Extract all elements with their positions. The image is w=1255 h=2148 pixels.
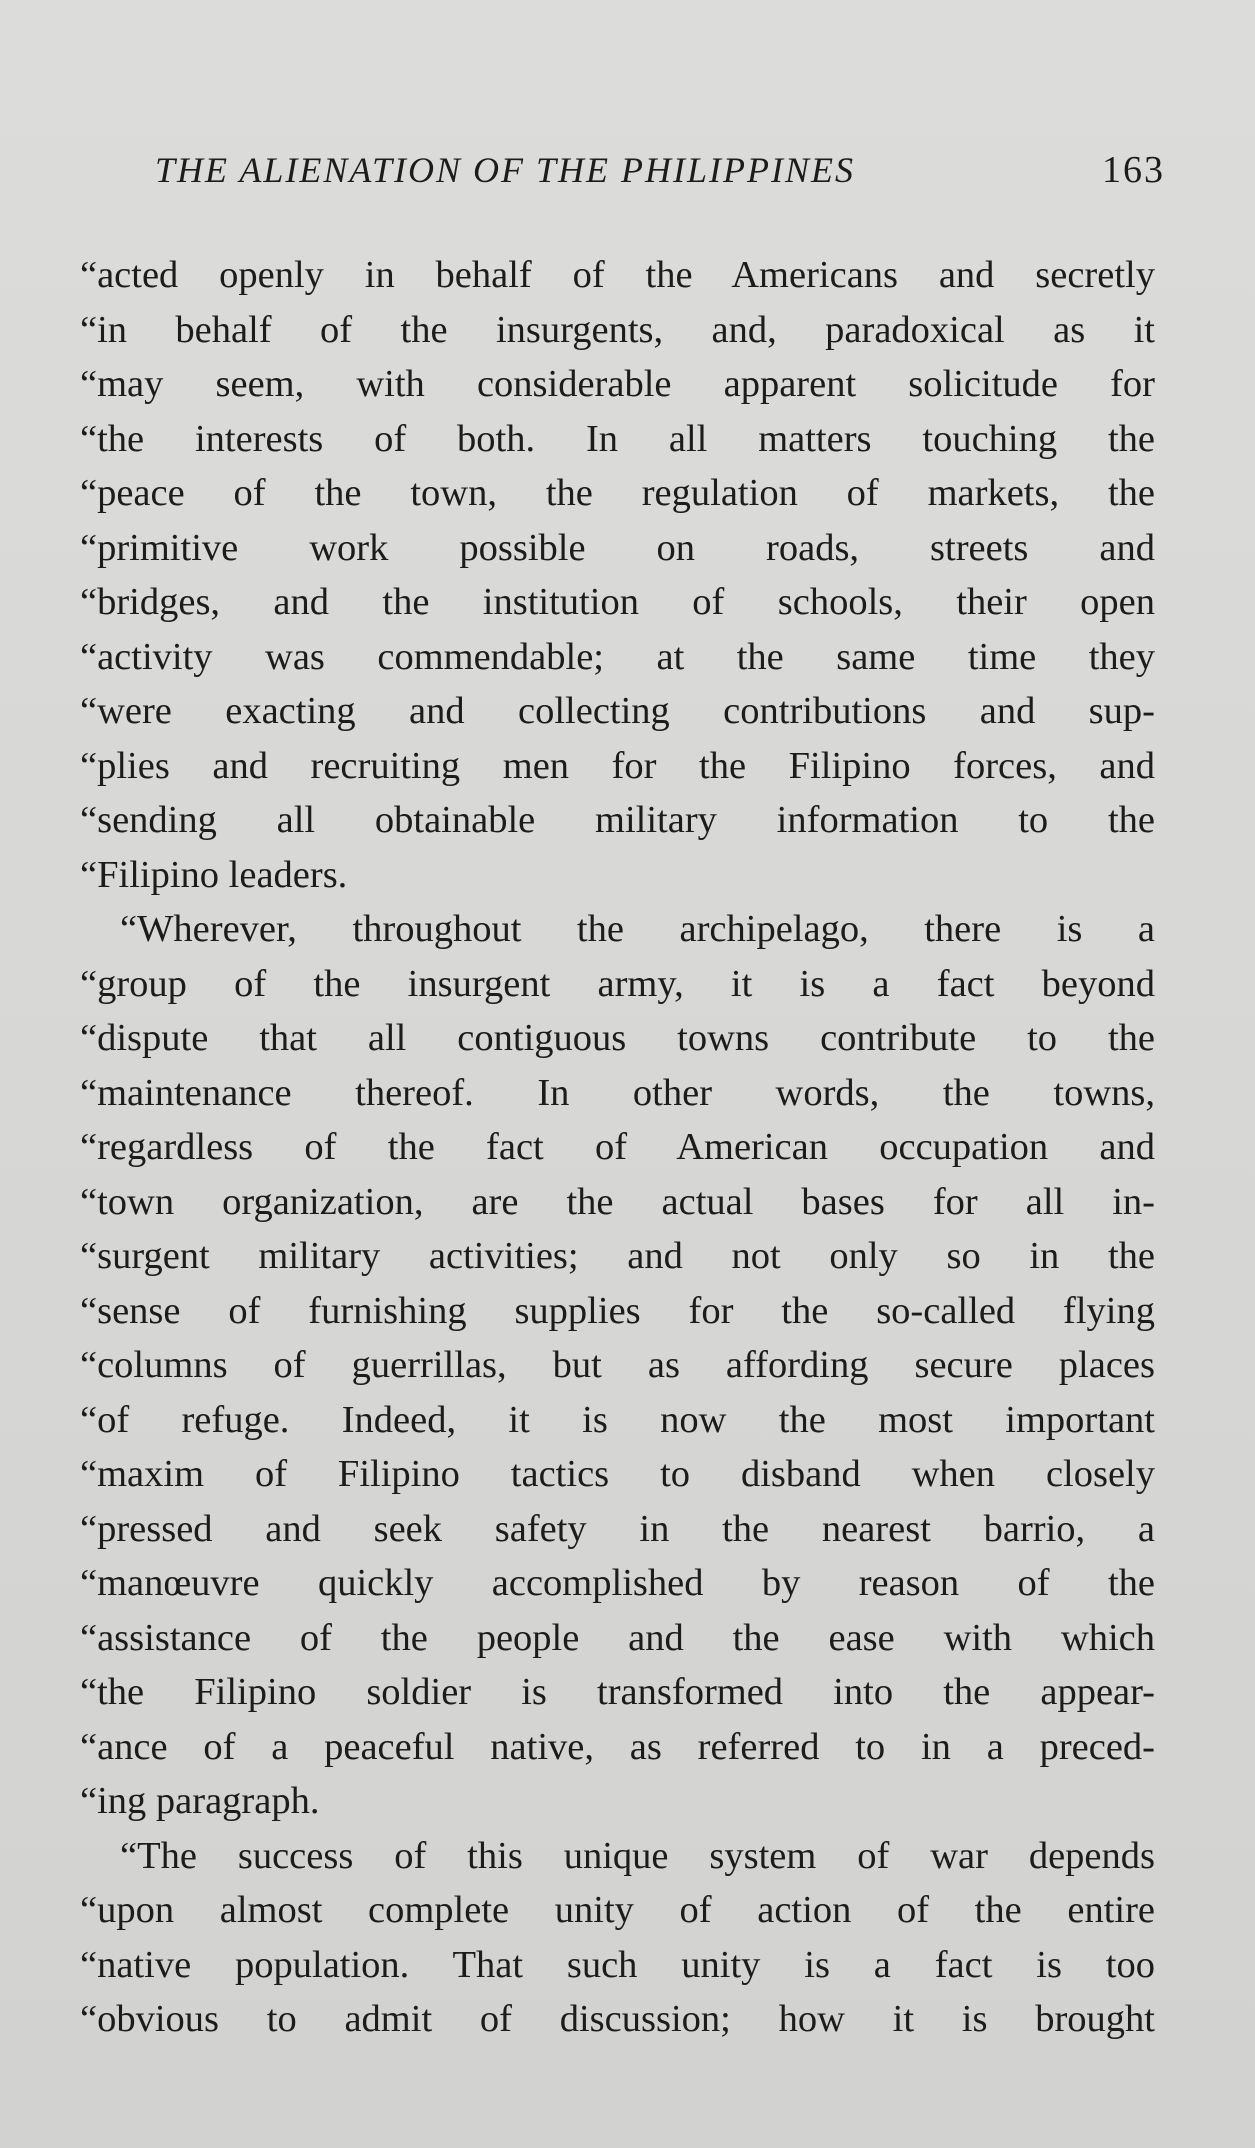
text-line: “the interests of both. In all matters touching the [80,417,1155,460]
text-line: “maintenance thereof. In other words, the towns, [80,1071,1155,1114]
text-line: “ance of a peaceful native, as referred to in a preced- [80,1725,1155,1768]
text-line: “columns of guerrillas, but as affording secure places [80,1344,1155,1386]
text-line: “obvious to admit of discussion; how it is brought [80,1998,1155,2040]
text-line: “maxim of Filipino tactics to disband when closely [80,1453,1155,1495]
text-line: “activity was commendable; at the same time they [80,635,1155,678]
text-line: “peace of the town, the regulation of markets, the [80,472,1155,514]
text-line: “assistance of the people and the ease with which [80,1616,1155,1659]
text-line: “bridges, and the institution of schools, their open [80,581,1155,623]
text-line: “native population. That such unity is a fact is too [80,1943,1155,1986]
text-line: “ing paragraph. [80,1780,320,1822]
text-line: “primitive work possible on roads, streets and [80,526,1155,569]
text-line: “group of the insurgent army, it is a fact beyond [80,962,1155,1005]
text-line: “regardless of the fact of American occupation and [80,1126,1155,1168]
text-line: “plies and recruiting men for the Filipino forces, and [80,744,1155,787]
page-number: 163 [1102,149,1165,191]
text-line: “of refuge. Indeed, it is now the most important [80,1398,1155,1441]
text-line: “The success of this unique system of war depends [120,1834,1155,1877]
text-line: “were exacting and collecting contributions and sup- [80,690,1155,732]
text-line: “upon almost complete unity of action of the entire [80,1889,1155,1931]
text-line: “sense of furnishing supplies for the so-called flying [80,1289,1155,1332]
text-line: “the Filipino soldier is transformed into the appear- [80,1671,1155,1713]
text-line: “acted openly in behalf of the Americans and secretly [80,254,1155,296]
text-line: “town organization, are the actual bases for all in- [80,1180,1155,1223]
text-line: “Wherever, throughout the archipelago, there is a [120,908,1155,950]
text-line: “manœuvre quickly accomplished by reason of the [80,1562,1155,1604]
text-line: “Filipino leaders. [80,853,348,896]
text-line: “pressed and seek safety in the nearest barrio, a [80,1507,1155,1550]
page-header [155,148,1165,192]
text-line: “dispute that all contiguous towns contribute to the [80,1017,1155,1059]
text-line: “surgent military activities; and not only so in the [80,1235,1155,1277]
text-line: “sending all obtainable military information to the [80,799,1155,841]
text-line: “may seem, with considerable apparent solicitude for [80,363,1155,405]
text-line: “in behalf of the insurgents, and, paradoxical as it [80,308,1155,351]
body-text [80,248,1155,2047]
running-title: THE ALIENATION OF THE PHILIPPINES [155,150,855,190]
